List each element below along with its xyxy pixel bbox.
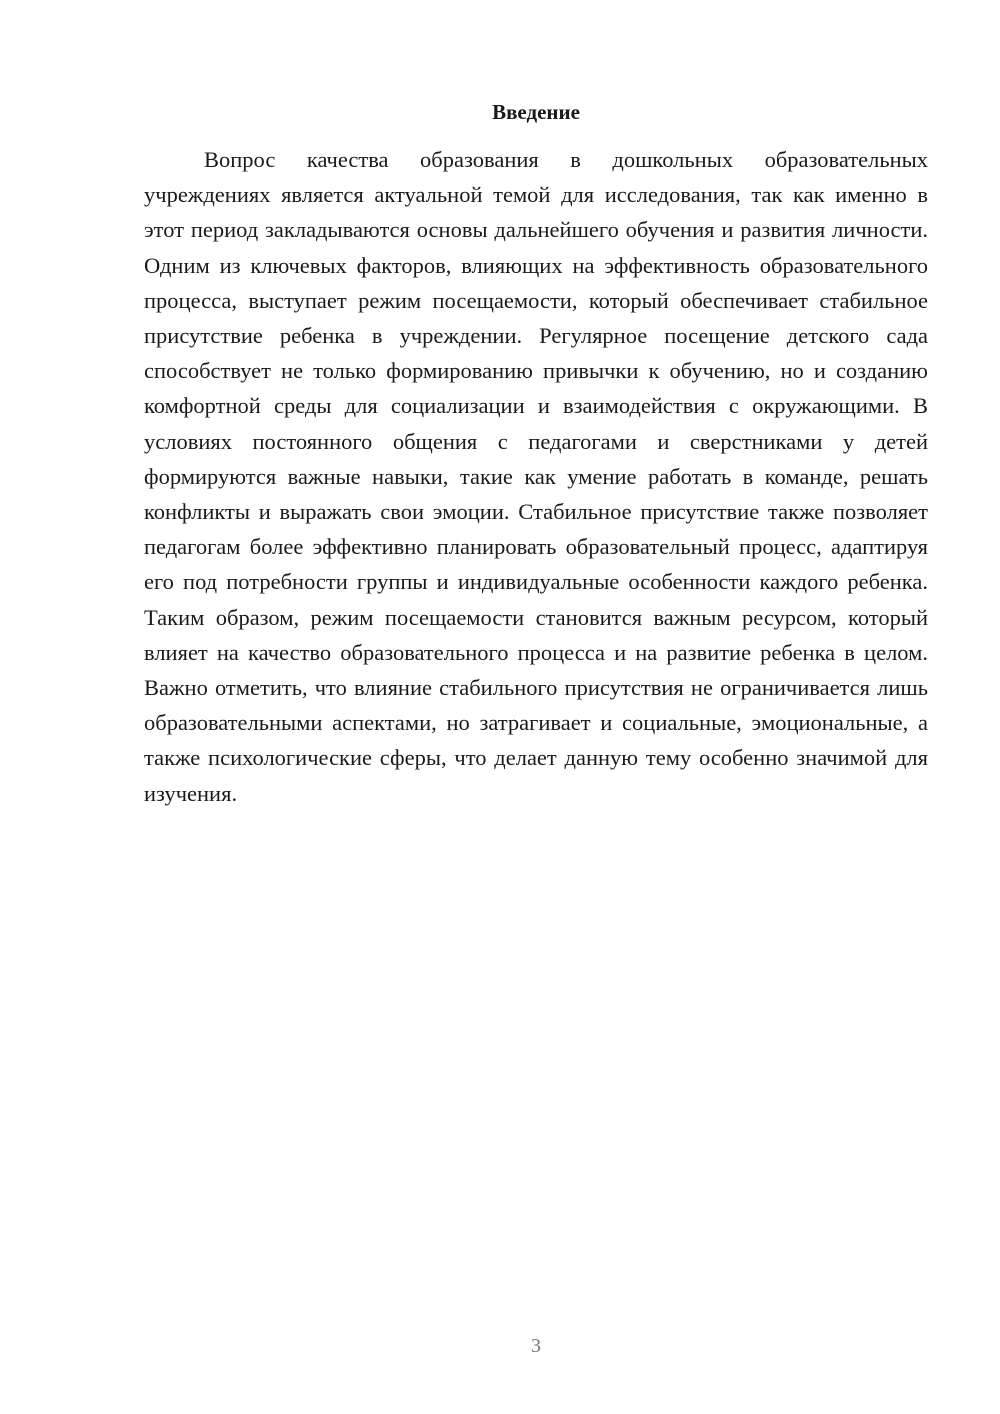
section-heading: Введение	[492, 100, 580, 124]
body-paragraph: Вопрос качества образования в дошкольных образовательных учреждениях является актуальной темой для исследования, так как именно в этот период закладываются основы дальнейшего обучения и развития личности. Одним из ключевых факторов, влияющих на эффективность образовательного процесса, выступает режим посещаемости, который обеспечивает стабильное присутствие ребенка в учреждении. Регулярное посещение детского сада способствует не только формированию привычки к обучению, но и созданию комфортной среды для социализации и взаимодействия с окружающими. В условиях постоянного общения с педагогами и сверстниками у детей формируются важные навыки, такие как умение работать в команде, решать конфликты и выражать свои эмоции. Стабильное присутствие также позволяет педагогам более эффективно планировать образовательный процесс, адаптируя его под потребности группы и индивидуальные особенности каждого ребенка. Таким образом, режим посещаемости становится важным ресурсом, который влияет на качество образовательного процесса и на развитие ребенка в целом. Важно отметить, что влияние стабильного присутствия не ограничивается лишь образовательными аспектами, но затрагивает и социальные, эмоциональные, а также психологические сферы, что делает данную тему особенно значимой для изучения.	[144, 147, 928, 806]
page-number: 3	[531, 1335, 541, 1357]
